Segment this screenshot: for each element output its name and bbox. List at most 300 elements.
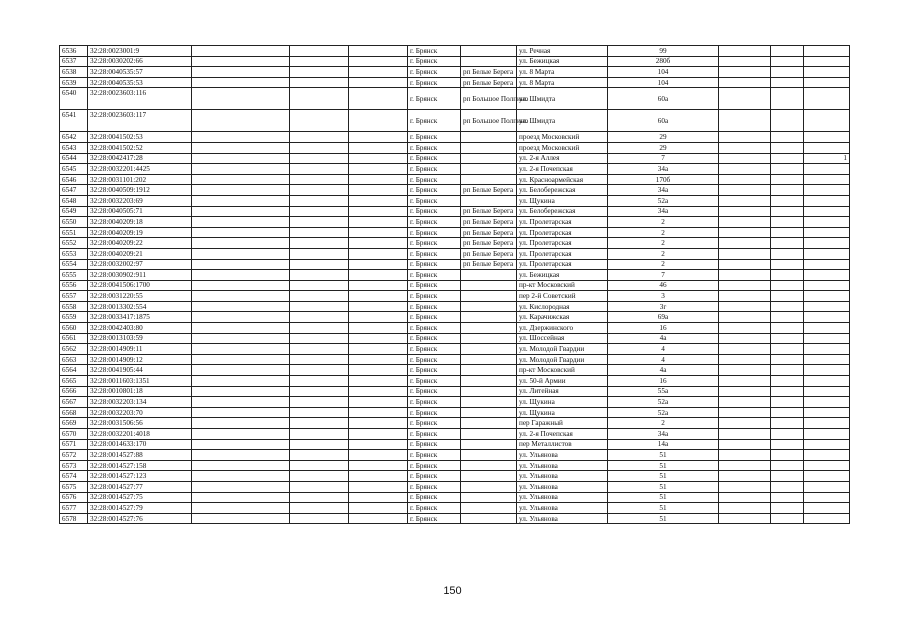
cell-extra	[804, 185, 850, 196]
cell-settlement	[461, 481, 517, 492]
cell-extra	[804, 481, 850, 492]
cell-empty-a	[192, 142, 290, 153]
cell-cadastral-number: 32:28:0032203:134	[88, 397, 192, 408]
cell-empty-e	[771, 132, 804, 143]
cell-settlement	[461, 174, 517, 185]
cell-cadastral-number: 32:28:0030902:911	[88, 270, 192, 281]
cell-house: 3г	[608, 301, 719, 312]
cell-empty-a	[192, 344, 290, 355]
cell-empty-e	[771, 153, 804, 164]
cell-house: 60а	[608, 88, 719, 110]
cell-empty-b	[290, 238, 349, 249]
cell-empty-b	[290, 185, 349, 196]
cell-empty-a	[192, 397, 290, 408]
cell-cadastral-number: 32:28:0032203:69	[88, 195, 192, 206]
cell-row-number: 6547	[60, 185, 88, 196]
cell-city: г. Брянск	[408, 333, 461, 344]
cell-extra	[804, 46, 850, 57]
cell-empty-a	[192, 238, 290, 249]
table-row	[60, 354, 850, 365]
cell-house: 51	[608, 471, 719, 482]
cell-city: г. Брянск	[408, 429, 461, 440]
cell-house: 60а	[608, 110, 719, 132]
table-row	[60, 365, 850, 376]
cell-city: г. Брянск	[408, 259, 461, 270]
cell-street: пер Металлистов	[517, 439, 608, 450]
cell-city: г. Брянск	[408, 492, 461, 503]
cell-extra	[804, 195, 850, 206]
cell-empty-b	[290, 323, 349, 334]
cell-extra	[804, 110, 850, 132]
cell-city: г. Брянск	[408, 270, 461, 281]
cell-empty-e	[771, 217, 804, 228]
cell-city: г. Брянск	[408, 376, 461, 387]
cell-empty-a	[192, 439, 290, 450]
cell-empty-c	[349, 481, 408, 492]
cell-extra	[804, 503, 850, 514]
cell-empty-a	[192, 67, 290, 78]
table-row	[60, 77, 850, 88]
cell-city: г. Брянск	[408, 407, 461, 418]
cell-empty-b	[290, 110, 349, 132]
cell-street: ул. Бежицкая	[517, 56, 608, 67]
cell-cadastral-number: 32:28:0013103:59	[88, 333, 192, 344]
cell-empty-d	[719, 492, 771, 503]
cell-empty-d	[719, 397, 771, 408]
cell-empty-e	[771, 259, 804, 270]
cell-empty-b	[290, 88, 349, 110]
cell-empty-e	[771, 312, 804, 323]
cell-city: г. Брянск	[408, 471, 461, 482]
table-row	[60, 185, 850, 196]
cell-empty-b	[290, 206, 349, 217]
cell-empty-d	[719, 429, 771, 440]
cell-empty-d	[719, 450, 771, 461]
cell-extra	[804, 259, 850, 270]
cell-empty-d	[719, 354, 771, 365]
cell-extra	[804, 238, 850, 249]
cell-empty-b	[290, 397, 349, 408]
cell-city: г. Брянск	[408, 280, 461, 291]
cell-street: пр-кт Московский	[517, 280, 608, 291]
cell-street: ул. 8 Марта	[517, 77, 608, 88]
cell-row-number: 6569	[60, 418, 88, 429]
cell-empty-d	[719, 270, 771, 281]
table-row	[60, 206, 850, 217]
cell-empty-d	[719, 46, 771, 57]
cell-empty-e	[771, 142, 804, 153]
cell-empty-b	[290, 77, 349, 88]
cell-settlement	[461, 439, 517, 450]
table-row	[60, 471, 850, 482]
cell-extra	[804, 56, 850, 67]
table-row	[60, 174, 850, 185]
cell-row-number: 6539	[60, 77, 88, 88]
table-row	[60, 418, 850, 429]
cell-empty-c	[349, 450, 408, 461]
cell-city: г. Брянск	[408, 185, 461, 196]
cell-street: ул. Белобережская	[517, 206, 608, 217]
cell-house: 2	[608, 259, 719, 270]
cell-settlement	[461, 492, 517, 503]
cell-empty-b	[290, 195, 349, 206]
cell-cadastral-number: 32:28:0032201:4425	[88, 164, 192, 175]
cell-settlement	[461, 195, 517, 206]
cell-empty-b	[290, 142, 349, 153]
cell-row-number: 6574	[60, 471, 88, 482]
cell-house: 46	[608, 280, 719, 291]
cell-house: 7	[608, 153, 719, 164]
cell-street: пер Гаражный	[517, 418, 608, 429]
cell-city: г. Брянск	[408, 238, 461, 249]
cell-empty-d	[719, 460, 771, 471]
cell-city: г. Брянск	[408, 217, 461, 228]
cell-empty-d	[719, 439, 771, 450]
table-row	[60, 195, 850, 206]
cell-empty-e	[771, 513, 804, 524]
cell-street: ул. Пролетарская	[517, 217, 608, 228]
cell-empty-c	[349, 142, 408, 153]
cell-empty-d	[719, 323, 771, 334]
cell-empty-d	[719, 301, 771, 312]
table-row	[60, 323, 850, 334]
cell-empty-a	[192, 291, 290, 302]
cell-empty-b	[290, 46, 349, 57]
cell-extra	[804, 418, 850, 429]
cell-cadastral-number: 32:28:0023001:9	[88, 46, 192, 57]
cell-empty-a	[192, 365, 290, 376]
table-row	[60, 238, 850, 249]
cell-settlement: рп Белые Берега	[461, 67, 517, 78]
cell-empty-d	[719, 77, 771, 88]
table-row	[60, 386, 850, 397]
cell-cadastral-number: 32:28:0023603:117	[88, 110, 192, 132]
cell-extra	[804, 217, 850, 228]
cell-settlement: рп Белые Берега	[461, 248, 517, 259]
cell-street: ул. Ульянова	[517, 471, 608, 482]
cell-cadastral-number: 32:28:0014527:123	[88, 471, 192, 482]
cell-empty-b	[290, 471, 349, 482]
cell-empty-b	[290, 301, 349, 312]
cell-empty-d	[719, 344, 771, 355]
table-row	[60, 142, 850, 153]
cell-house: 3	[608, 291, 719, 302]
cell-row-number: 6563	[60, 354, 88, 365]
cell-empty-e	[771, 67, 804, 78]
cell-house: 29	[608, 132, 719, 143]
cell-house: 52а	[608, 397, 719, 408]
cell-empty-d	[719, 513, 771, 524]
cell-house: 51	[608, 513, 719, 524]
cell-extra	[804, 323, 850, 334]
cell-extra	[804, 270, 850, 281]
cell-row-number: 6540	[60, 88, 88, 110]
cell-city: г. Брянск	[408, 206, 461, 217]
cell-extra	[804, 492, 850, 503]
table-row	[60, 481, 850, 492]
cell-empty-e	[771, 429, 804, 440]
cell-empty-b	[290, 217, 349, 228]
cell-empty-e	[771, 439, 804, 450]
cell-street: ул. Карачижская	[517, 312, 608, 323]
cell-row-number: 6561	[60, 333, 88, 344]
cell-settlement	[461, 312, 517, 323]
cell-street: ул. Молодой Гвардии	[517, 344, 608, 355]
cell-street: ул. 8 Марта	[517, 67, 608, 78]
cell-row-number: 6567	[60, 397, 88, 408]
cell-extra	[804, 174, 850, 185]
cell-settlement	[461, 46, 517, 57]
cell-house: 34а	[608, 206, 719, 217]
cell-city: г. Брянск	[408, 142, 461, 153]
cell-row-number: 6550	[60, 217, 88, 228]
cell-row-number: 6549	[60, 206, 88, 217]
cell-empty-e	[771, 471, 804, 482]
cell-street: ул. Бежицкая	[517, 270, 608, 281]
cell-cadastral-number: 32:28:0014909:12	[88, 354, 192, 365]
table-row	[60, 88, 850, 110]
cell-cadastral-number: 32:28:0014527:88	[88, 450, 192, 461]
cell-extra	[804, 132, 850, 143]
cell-street: ул. Литейная	[517, 386, 608, 397]
cell-street: проезд Московский	[517, 132, 608, 143]
cell-settlement	[461, 460, 517, 471]
cell-extra	[804, 429, 850, 440]
cell-empty-c	[349, 513, 408, 524]
cell-empty-c	[349, 259, 408, 270]
cell-city: г. Брянск	[408, 503, 461, 514]
cell-city: г. Брянск	[408, 248, 461, 259]
cell-empty-a	[192, 481, 290, 492]
cell-cadastral-number: 32:28:0023603:116	[88, 88, 192, 110]
cell-row-number: 6578	[60, 513, 88, 524]
cell-settlement	[461, 365, 517, 376]
table-row	[60, 259, 850, 270]
cell-empty-d	[719, 312, 771, 323]
cell-street: ул. Пролетарская	[517, 248, 608, 259]
table-row	[60, 376, 850, 387]
cell-street: ул. Ульянова	[517, 492, 608, 503]
cell-city: г. Брянск	[408, 67, 461, 78]
cell-empty-c	[349, 460, 408, 471]
cell-street: ул. Щукина	[517, 407, 608, 418]
cell-cadastral-number: 32:28:0040209:22	[88, 238, 192, 249]
cell-city: г. Брянск	[408, 301, 461, 312]
cell-empty-c	[349, 206, 408, 217]
cell-empty-a	[192, 333, 290, 344]
cell-empty-c	[349, 407, 408, 418]
cell-empty-b	[290, 312, 349, 323]
cell-settlement: рп Большое Полпино	[461, 110, 517, 132]
cell-row-number: 6566	[60, 386, 88, 397]
cell-settlement: рп Белые Берега	[461, 185, 517, 196]
cell-empty-a	[192, 460, 290, 471]
cell-house: 34а	[608, 164, 719, 175]
cell-city: г. Брянск	[408, 460, 461, 471]
cell-cadastral-number: 32:28:0031220:55	[88, 291, 192, 302]
cell-empty-e	[771, 291, 804, 302]
cell-empty-c	[349, 248, 408, 259]
cell-empty-a	[192, 386, 290, 397]
cell-empty-d	[719, 88, 771, 110]
cell-empty-c	[349, 386, 408, 397]
cell-city: г. Брянск	[408, 77, 461, 88]
cell-empty-a	[192, 376, 290, 387]
cell-street: ул. Дзержинского	[517, 323, 608, 334]
cell-empty-e	[771, 503, 804, 514]
cell-cadastral-number: 32:28:0030202:66	[88, 56, 192, 67]
cell-settlement	[461, 56, 517, 67]
cell-empty-c	[349, 365, 408, 376]
cell-cadastral-number: 32:28:0010801:18	[88, 386, 192, 397]
cell-house: 16	[608, 323, 719, 334]
cell-empty-a	[192, 450, 290, 461]
cell-house: 69а	[608, 312, 719, 323]
cell-empty-e	[771, 460, 804, 471]
cell-empty-b	[290, 439, 349, 450]
cell-empty-b	[290, 376, 349, 387]
cell-street: ул. 2-я Почепская	[517, 164, 608, 175]
cell-empty-a	[192, 153, 290, 164]
cell-cadastral-number: 32:28:0032002:97	[88, 259, 192, 270]
cell-cadastral-number: 32:28:0041506:1700	[88, 280, 192, 291]
cell-city: г. Брянск	[408, 164, 461, 175]
cell-empty-c	[349, 333, 408, 344]
cell-cadastral-number: 32:28:0041502:52	[88, 142, 192, 153]
table-row	[60, 291, 850, 302]
cell-street: ул. Ульянова	[517, 460, 608, 471]
cell-empty-c	[349, 270, 408, 281]
cell-street: проезд Московский	[517, 142, 608, 153]
cell-empty-c	[349, 132, 408, 143]
cell-row-number: 6555	[60, 270, 88, 281]
cell-street: ул. Пролетарская	[517, 227, 608, 238]
cell-cadastral-number: 32:28:0014527:77	[88, 481, 192, 492]
cell-empty-e	[771, 333, 804, 344]
cell-settlement	[461, 429, 517, 440]
cell-empty-c	[349, 88, 408, 110]
cell-extra	[804, 354, 850, 365]
cell-empty-a	[192, 227, 290, 238]
table-row	[60, 312, 850, 323]
cell-empty-c	[349, 217, 408, 228]
cell-street: ул. Пролетарская	[517, 259, 608, 270]
cell-empty-e	[771, 110, 804, 132]
cell-row-number: 6562	[60, 344, 88, 355]
cell-extra	[804, 142, 850, 153]
cell-empty-d	[719, 407, 771, 418]
cell-settlement	[461, 164, 517, 175]
cell-empty-a	[192, 217, 290, 228]
cell-empty-b	[290, 407, 349, 418]
cell-empty-a	[192, 301, 290, 312]
cell-street: ул. Шмидта	[517, 88, 608, 110]
table-row	[60, 301, 850, 312]
cell-extra	[804, 397, 850, 408]
cell-extra: 1	[804, 153, 850, 164]
cell-empty-e	[771, 195, 804, 206]
table-row	[60, 460, 850, 471]
table-row	[60, 429, 850, 440]
cell-house: 170б	[608, 174, 719, 185]
cell-empty-b	[290, 492, 349, 503]
cell-empty-b	[290, 248, 349, 259]
cell-cadastral-number: 32:28:0040505:71	[88, 206, 192, 217]
cell-row-number: 6558	[60, 301, 88, 312]
cell-settlement	[461, 386, 517, 397]
cell-empty-d	[719, 142, 771, 153]
table-row	[60, 270, 850, 281]
cell-street: ул. Красноармейская	[517, 174, 608, 185]
cell-extra	[804, 460, 850, 471]
cell-extra	[804, 227, 850, 238]
cell-empty-b	[290, 386, 349, 397]
cell-street: пер 2-й Советский	[517, 291, 608, 302]
cell-settlement	[461, 513, 517, 524]
register-table-container	[59, 45, 849, 524]
cell-empty-b	[290, 365, 349, 376]
cell-house: 29	[608, 142, 719, 153]
cell-empty-a	[192, 132, 290, 143]
cell-empty-c	[349, 418, 408, 429]
cell-house: 2	[608, 248, 719, 259]
cell-row-number: 6571	[60, 439, 88, 450]
cell-extra	[804, 77, 850, 88]
cell-city: г. Брянск	[408, 110, 461, 132]
cell-city: г. Брянск	[408, 513, 461, 524]
cell-city: г. Брянск	[408, 418, 461, 429]
table-row	[60, 217, 850, 228]
cell-house: 51	[608, 481, 719, 492]
table-row	[60, 56, 850, 67]
cell-extra	[804, 365, 850, 376]
cell-settlement	[461, 450, 517, 461]
cell-extra	[804, 471, 850, 482]
cell-empty-d	[719, 259, 771, 270]
table-row	[60, 439, 850, 450]
cell-house: 280б	[608, 56, 719, 67]
cell-extra	[804, 206, 850, 217]
cell-empty-c	[349, 354, 408, 365]
cell-empty-d	[719, 67, 771, 78]
cell-empty-c	[349, 227, 408, 238]
cell-extra	[804, 280, 850, 291]
cell-row-number: 6557	[60, 291, 88, 302]
cell-row-number: 6551	[60, 227, 88, 238]
cell-settlement	[461, 270, 517, 281]
cell-empty-b	[290, 174, 349, 185]
cell-empty-d	[719, 153, 771, 164]
table-row	[60, 397, 850, 408]
cell-extra	[804, 312, 850, 323]
cell-house: 51	[608, 450, 719, 461]
cell-empty-b	[290, 153, 349, 164]
cell-settlement	[461, 153, 517, 164]
cell-settlement	[461, 344, 517, 355]
page-number: 150	[443, 585, 462, 597]
cell-empty-d	[719, 227, 771, 238]
cell-empty-c	[349, 110, 408, 132]
cell-cadastral-number: 32:28:0040535:53	[88, 77, 192, 88]
cell-cadastral-number: 32:28:0032201:4018	[88, 429, 192, 440]
cell-empty-b	[290, 164, 349, 175]
cell-row-number: 6573	[60, 460, 88, 471]
cell-cadastral-number: 32:28:0014527:75	[88, 492, 192, 503]
cell-empty-a	[192, 46, 290, 57]
cell-empty-d	[719, 481, 771, 492]
cell-row-number: 6544	[60, 153, 88, 164]
cell-city: г. Брянск	[408, 397, 461, 408]
